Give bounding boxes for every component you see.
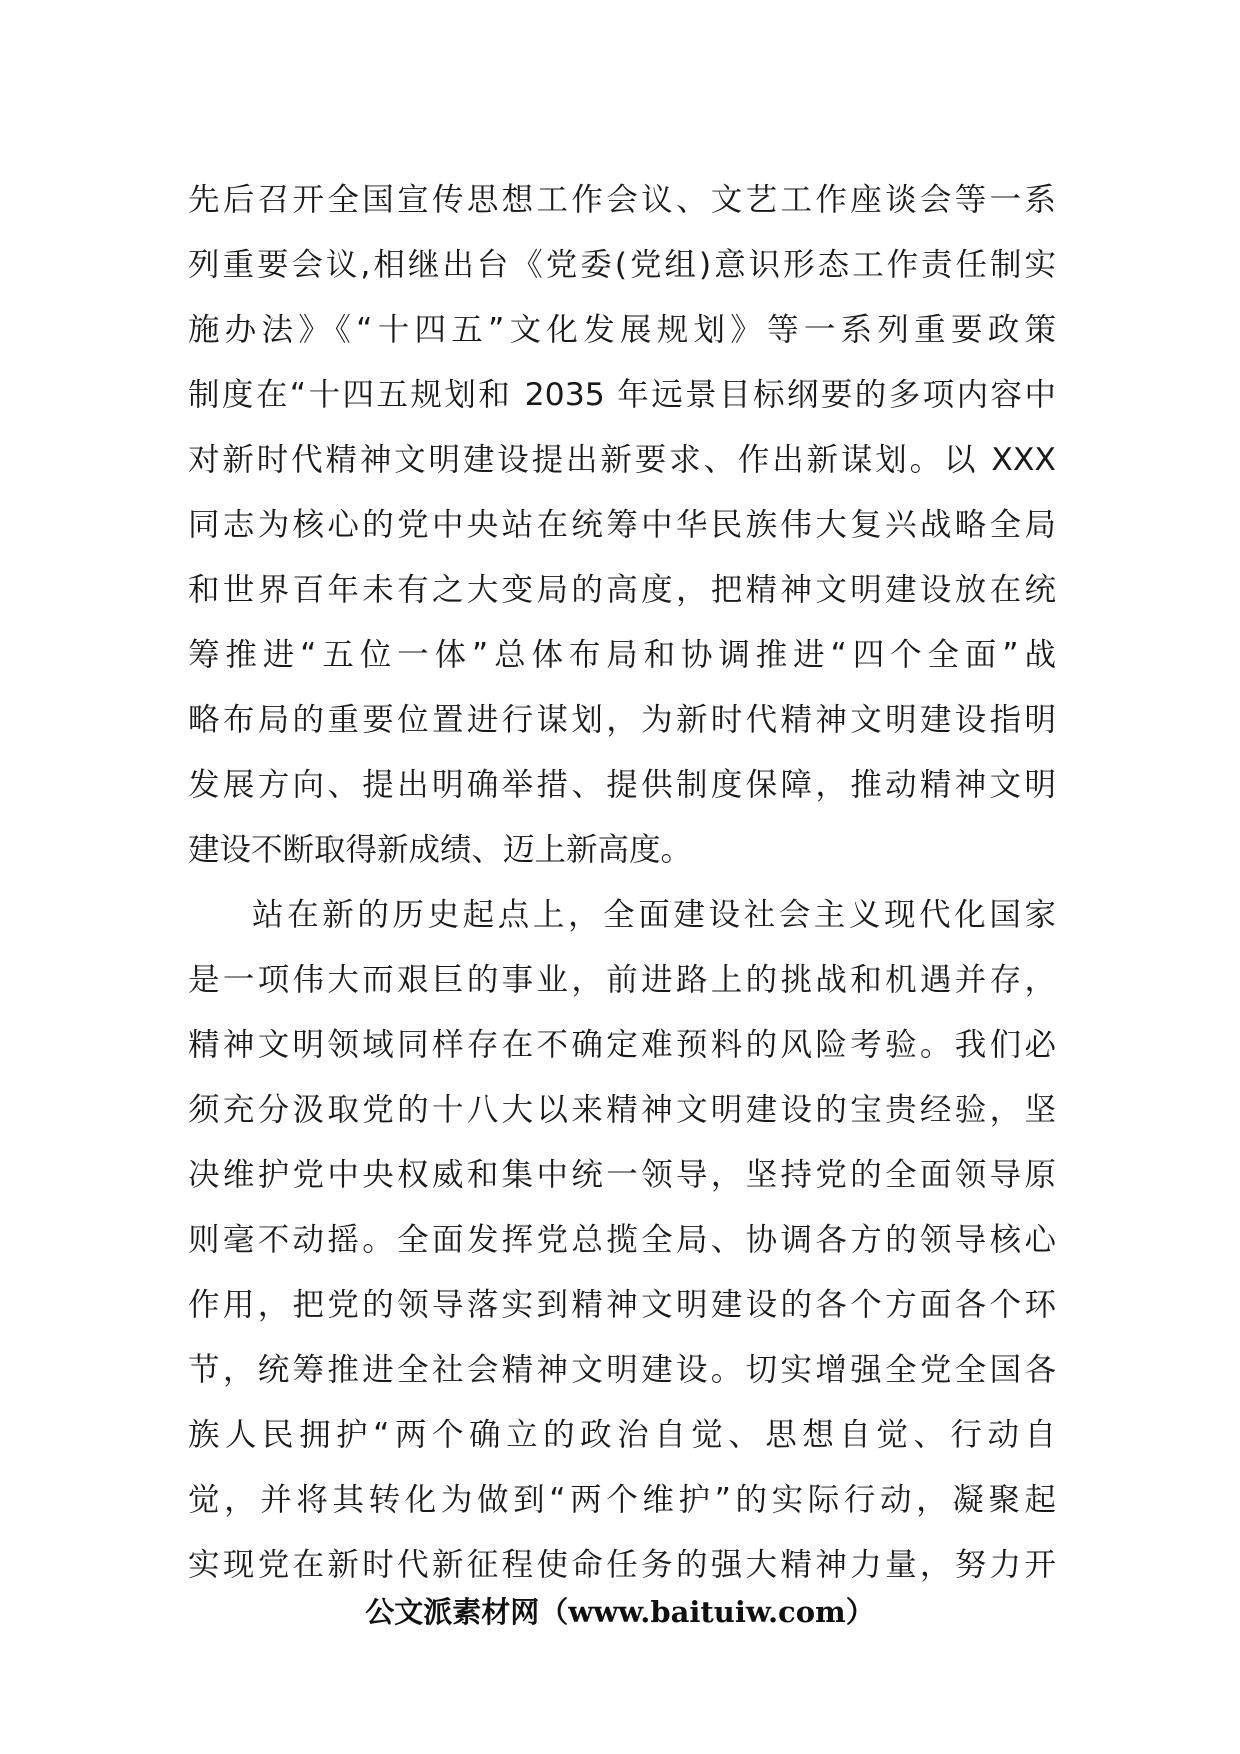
text-line: 先后召开全国宣传思想工作会议、文艺工作座谈会等一系	[188, 182, 1056, 218]
text-line: 制度在“十四五规划和 2035 年远景目标纲要的多项内容中	[188, 377, 1056, 413]
text-line: 则毫不动摇。全面发挥党总揽全局、协调各方的领导核心	[188, 1222, 1056, 1258]
text-line: 列重要会议,相继出台《党委(党组)意识形态工作责任制实	[188, 247, 1056, 283]
text-line: 作用，把党的领导落实到精神文明建设的各个方面各个环	[188, 1287, 1056, 1323]
text-line: 同志为核心的党中央站在统筹中华民族伟大复兴战略全局	[188, 507, 1056, 543]
paragraph-2	[188, 883, 1056, 1598]
text-line: 节，统筹推进全社会精神文明建设。切实增强全党全国各	[188, 1352, 1056, 1388]
text-line: 建设不断取得新成绩、迈上新高度。	[188, 832, 693, 868]
text-line: 精神文明领域同样存在不确定难预料的风险考验。我们必	[188, 1027, 1056, 1063]
text-line: 略布局的重要位置进行谋划，为新时代精神文明建设指明	[188, 702, 1056, 738]
text-line: 发展方向、提出明确举措、提供制度保障，推动精神文明	[188, 767, 1056, 803]
text-line: 决维护党中央权威和集中统一领导，坚持党的全面领导原	[188, 1157, 1056, 1193]
text-line: 站在新的历史起点上，全面建设社会主义现代化国家	[252, 897, 1056, 933]
paragraph-1	[188, 168, 1056, 883]
text-line: 和世界百年未有之大变局的高度，把精神文明建设放在统	[188, 572, 1056, 608]
text-line: 族人民拥护“两个确立的政治自觉、思想自觉、行动自	[188, 1417, 1056, 1453]
text-line: 须充分汲取党的十八大以来精神文明建设的宝贵经验，坚	[188, 1092, 1056, 1128]
text-line: 对新时代精神文明建设提出新要求、作出新谋划。以 XXX	[188, 442, 1056, 478]
document-body	[188, 168, 1056, 1598]
text-line: 实现党在新时代新征程使命任务的强大精神力量，努力开	[188, 1547, 1056, 1583]
text-line: 是一项伟大而艰巨的事业，前进路上的挑战和机遇并存，	[188, 962, 1056, 998]
text-line: 施办法》《“十四五”文化发展规划》等一系列重要政策	[188, 312, 1056, 348]
footer-source: 公文派素材网（www.baituiw.com）	[365, 1595, 875, 1629]
text-line: 筹推进“五位一体”总体布局和协调推进“四个全面”战	[188, 637, 1056, 673]
text-line: 觉，并将其转化为做到“两个维护”的实际行动，凝聚起	[188, 1482, 1056, 1518]
